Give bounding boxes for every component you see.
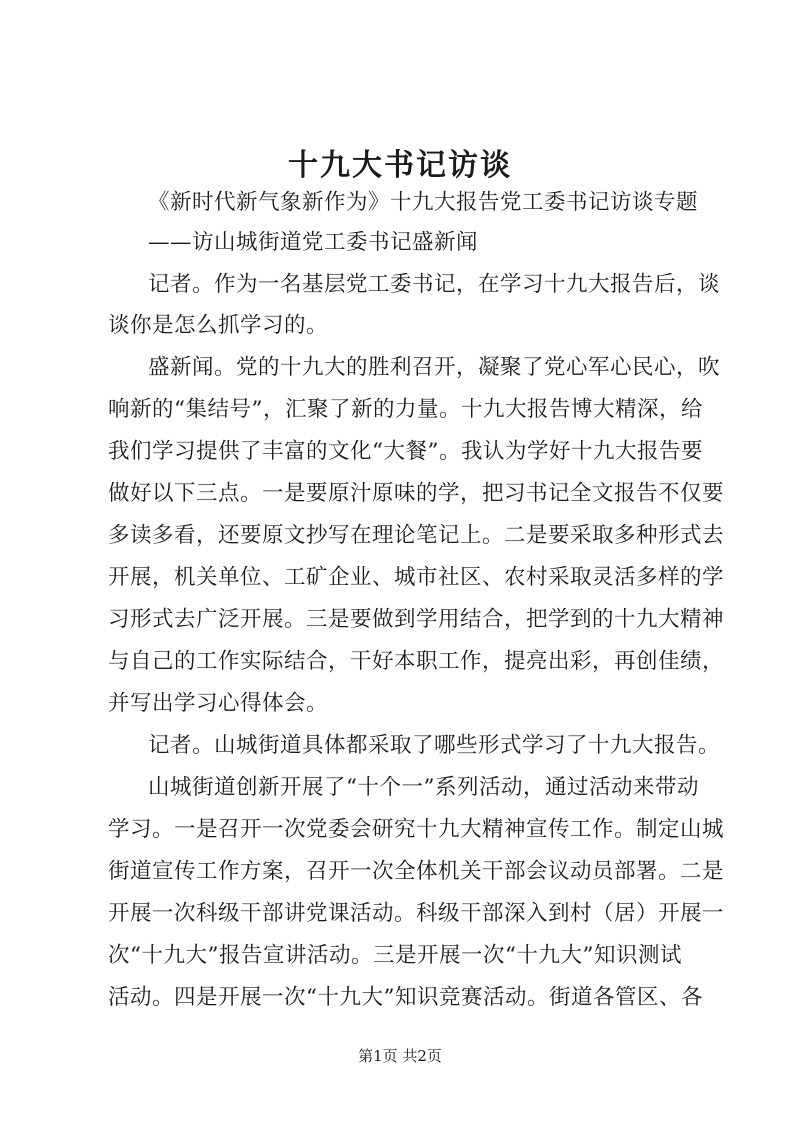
body-line: 活动。四是开展一次“十九大”知识竞赛活动。街道各管区、各 [108, 985, 703, 1010]
body-line: 记者。山城街道具体都采取了哪些形式学习了十九大报告。 [148, 733, 721, 758]
body-line: 我们学习提供了丰富的文化“大餐”。我认为学好十九大报告要 [108, 439, 703, 464]
body-line: 并写出学习心得体会。 [108, 691, 329, 716]
body-line: 开展，机关单位、工矿企业、城市社区、农村采取灵活多样的学 [108, 565, 725, 590]
body-line: 学习。一是召开一次党委会研究十九大精神宣传工作。制定山城 [108, 817, 725, 842]
document-title: 十九大书记访谈 [288, 148, 512, 183]
body-line: 开展一次科级干部讲党课活动。科级干部深入到村（居）开展一 [108, 901, 725, 926]
body-line: 响新的“集结号”，汇聚了新的力量。十九大报告博大精深，给 [108, 397, 703, 422]
body-line: 次“十九大”报告宣讲活动。三是开展一次“十九大”知识测试 [108, 943, 682, 968]
body-line: 习形式去广泛开展。三是要做到学用结合，把学到的十九大精神 [108, 607, 725, 632]
body-line: 多读多看，还要原文抄写在理论笔记上。二是要采取多种形式去 [108, 523, 725, 548]
body-line: 记者。作为一名基层党工委书记，在学习十九大报告后，谈 [148, 272, 721, 297]
body-line: 谈你是怎么抓学习的。 [108, 313, 329, 338]
body-line: 做好以下三点。一是要原汁原味的学，把习书记全文报告不仅要 [108, 481, 725, 506]
body-line: 与自己的工作实际结合，干好本职工作，提亮出彩，再创佳绩， [108, 649, 725, 674]
body-line: 街道宣传工作方案，召开一次全体机关干部会议动员部署。二是 [108, 859, 725, 884]
body-line: 盛新闻。党的十九大的胜利召开，凝聚了党心军心民心，吹 [148, 355, 721, 380]
body-line: 山城街道创新开展了“十个一”系列活动，通过活动来带动 [148, 775, 699, 800]
subtitle-line: 《新时代新气象新作为》十九大报告党工委书记访谈专题 [148, 190, 699, 215]
subtitle-line: ——访山城街道党工委书记盛新闻 [148, 230, 479, 255]
page-footer: 第1页 共2页 [358, 1047, 442, 1065]
